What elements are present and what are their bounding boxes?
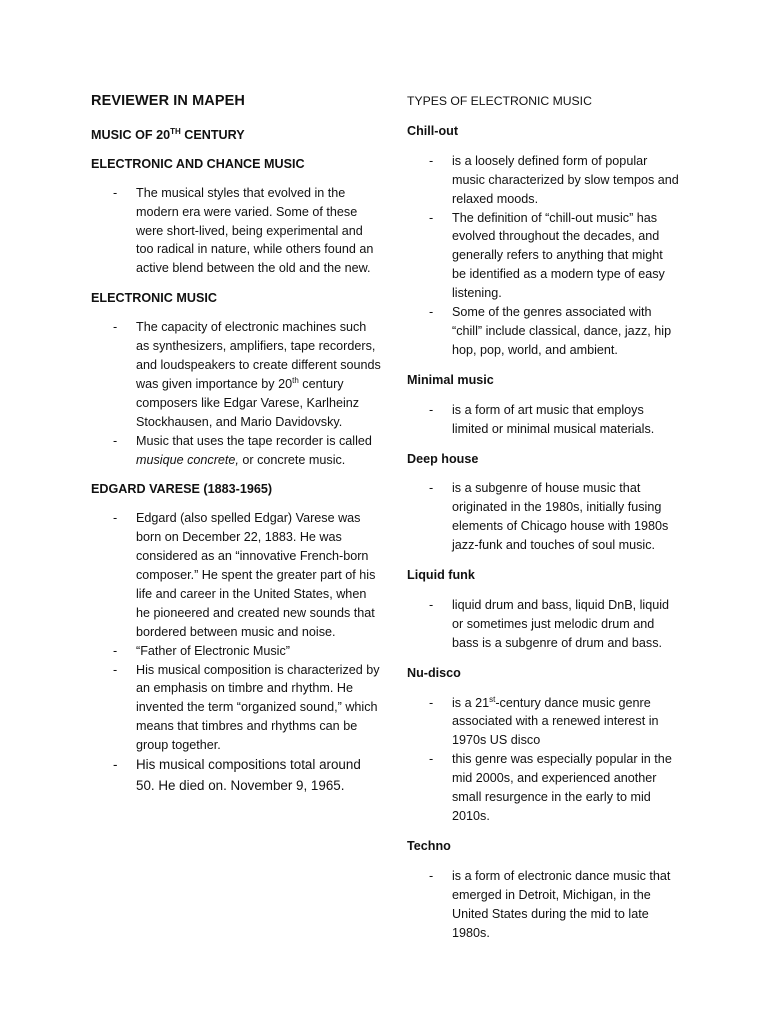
item-sup: th (292, 375, 299, 385)
liquidfunk-heading: Liquid funk (407, 568, 475, 583)
item-text: The capacity of electronic machines such as synthesizers, amplifiers, tape recorders, and loudspeakers to create different sounds was given importance by 20 (136, 320, 381, 391)
chillout-heading: Chill-out (407, 123, 459, 138)
techno-list (407, 867, 679, 943)
item-text: -century dance music genre associated with a renewed interest in 1970s US disco (452, 695, 659, 748)
electronic-chance-heading: ELECTRONIC AND CHANCE MUSIC (91, 156, 305, 171)
electronic-music-list (91, 318, 381, 469)
list-item: - is a form of electronic dance music that emerged in Detroit, Michigan, in the United States during the mid to late 1980s. (407, 867, 679, 943)
list-item: - His musical compositions total around 50. He died on. November 9, 1965. (91, 755, 381, 796)
electronic-music-heading: ELECTRONIC MUSIC (91, 291, 217, 306)
list-item: - is a form of art music that employs limited or minimal musical materials. (407, 401, 679, 439)
music-20th-century-heading (91, 126, 381, 145)
varese-list (91, 509, 381, 796)
minimal-heading: Minimal music (407, 372, 494, 387)
music-20th-pre: MUSIC OF 20 (91, 127, 171, 142)
varese-heading: EDGARD VARESE (1883-1965) (91, 482, 273, 497)
list-item: - Some of the genres associated with “chill” include classical, dance, jazz, hip hop, pop, world, and ambient. (407, 303, 679, 360)
minimal-list (407, 401, 679, 439)
list-item: - “Father of Electronic Music” (91, 642, 381, 661)
list-item (91, 318, 381, 431)
item-sup: st (489, 694, 496, 704)
list-item: - The musical styles that evolved in the modern era were varied. Some of these were short-lived, being experimental and too radical in nature, while others found an active blend between the old and the new. (91, 184, 381, 279)
left-column (91, 92, 381, 807)
right-column (407, 92, 679, 953)
electronic-chance-list (91, 184, 381, 279)
list-item (407, 694, 679, 751)
chillout-list (407, 152, 679, 360)
list-item: - is a loosely defined form of popular music characterized by slow tempos and relaxed moods. (407, 152, 679, 209)
list-item: - His musical composition is characterized by an emphasis on timbre and rhythm. He invented the term “organized sound,” which means that timbres and rhythms can be group together. (91, 661, 381, 756)
list-item (91, 432, 381, 470)
music-20th-sup: TH (170, 126, 181, 136)
item-emphasis: musique concrete, (136, 452, 239, 467)
item-text: is a 21 (452, 695, 490, 710)
music-20th-post: CENTURY (180, 127, 245, 142)
item-text: or concrete music. (238, 452, 346, 467)
item-text: Music that uses the tape recorder is called (136, 433, 372, 448)
item-text: century composers like Edgar Varese, Karlheinz Stockhausen, and Mario Davidovsky. (136, 376, 360, 429)
deephouse-heading: Deep house (407, 451, 479, 466)
list-item: - Edgard (also spelled Edgar) Varese was born on December 22, 1883. He was considered as an “innovative French-born composer.” He spent the greater part of his life and career in the United States, when he pioneered and created new sounds that bordered between music and noise. (91, 509, 381, 641)
list-item: - liquid drum and bass, liquid DnB, liquid or sometimes just melodic drum and bass is a subgenre of drum and bass. (407, 596, 679, 653)
nudisco-heading: Nu-disco (407, 665, 461, 680)
nudisco-list (407, 694, 679, 826)
deephouse-list (407, 479, 679, 555)
list-item: - is a subgenre of house music that originated in the 1980s, initially fusing elements of Chicago house with 1980s jazz-funk and touches of soul music. (407, 479, 679, 555)
techno-heading: Techno (407, 838, 451, 853)
list-item: - The definition of “chill-out music” has evolved throughout the decades, and generally refers to anything that might be identified as a modern type of easy listening. (407, 209, 679, 304)
document-title: REVIEWER IN MAPEH (91, 93, 245, 109)
liquidfunk-list (407, 596, 679, 653)
types-heading: TYPES OF ELECTRONIC MUSIC (407, 94, 592, 108)
list-item: - this genre was especially popular in the mid 2000s, and experienced another small resurgence in the early to mid 2010s. (407, 750, 679, 826)
